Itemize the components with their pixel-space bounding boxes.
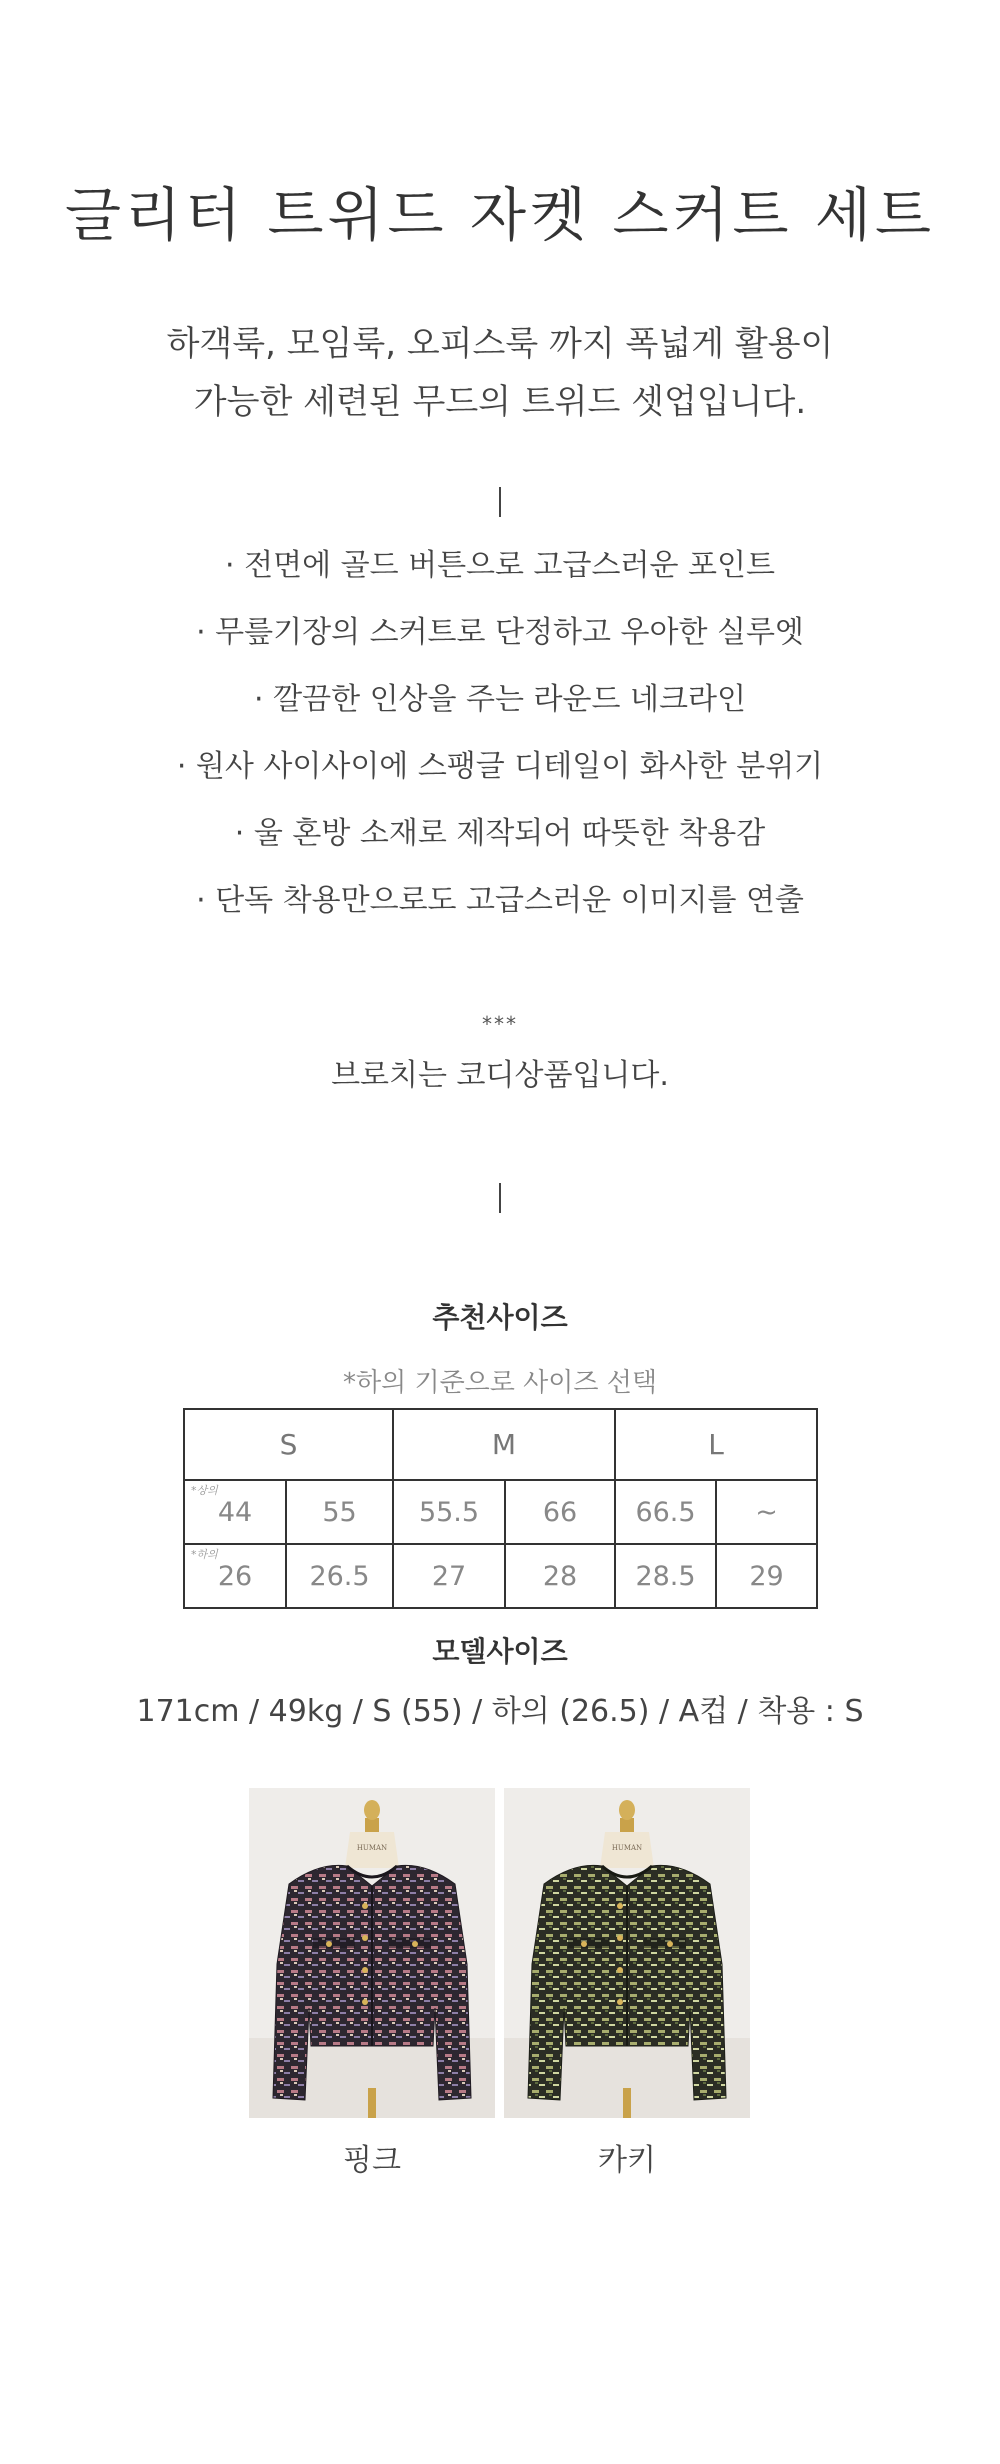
size-table xyxy=(183,1408,818,1609)
size-header-m: M xyxy=(393,1409,615,1480)
stars-separator: *** xyxy=(482,1012,518,1036)
feature-point: · 전면에 골드 버튼으로 고급스러운 포인트 xyxy=(225,548,775,583)
bottom-tag: *하의 xyxy=(191,1548,218,1561)
product-photo-khaki xyxy=(504,1788,750,2118)
feature-points xyxy=(0,538,1000,940)
size-cell: 66.5 xyxy=(615,1480,716,1544)
size-header-row xyxy=(184,1409,817,1480)
size-header-l: L xyxy=(615,1409,817,1480)
size-cell xyxy=(184,1480,286,1544)
feature-point: · 깔끔한 인상을 주는 라운드 네크라인 xyxy=(254,682,746,717)
size-bottom-row xyxy=(184,1544,817,1608)
intro-line: 하객룩, 모임룩, 오피스룩 까지 폭넓게 활용이 xyxy=(166,324,834,364)
size-cell: 26.5 xyxy=(286,1544,393,1608)
size-top-row xyxy=(184,1480,817,1544)
product-photo-pink xyxy=(249,1788,495,2118)
size-note: *하의 기준으로 사이즈 선택 xyxy=(342,1368,658,1398)
model-size-title: 모델사이즈 xyxy=(432,1635,568,1668)
product-title: 글리터 트위드 자켓 스커트 세트 xyxy=(64,181,936,249)
size-cell: 55.5 xyxy=(393,1480,505,1544)
model-size-spec: 171cm / 49kg / S (55) / 하의 (26.5) / A컵 / 착용 : S xyxy=(136,1694,864,1729)
intro-line: 가능한 세련된 무드의 트위드 셋업입니다. xyxy=(193,382,807,422)
size-cell: 66 xyxy=(505,1480,615,1544)
feature-point: · 단독 착용만으로도 고급스러운 이미지를 연출 xyxy=(196,883,804,918)
mannequin-label: HUMAN xyxy=(611,1844,643,1852)
feature-point: · 원사 사이사이에 스팽글 디테일이 화사한 분위기 xyxy=(176,749,824,784)
mannequin-label: HUMAN xyxy=(356,1844,388,1852)
recommended-size-title: 추천사이즈 xyxy=(432,1301,568,1334)
size-header-s: S xyxy=(184,1409,393,1480)
size-cell: 55 xyxy=(286,1480,393,1544)
size-cell: 27 xyxy=(393,1544,505,1608)
divider-line xyxy=(499,487,501,517)
intro-text xyxy=(0,315,1000,431)
feature-point: · 울 혼방 소재로 제작되어 따뜻한 착용감 xyxy=(234,816,766,851)
brooch-note: 브로치는 코디상품입니다. xyxy=(331,1058,669,1093)
size-cell: 28 xyxy=(505,1544,615,1608)
color-label-pink: 핑크 xyxy=(343,2143,401,2178)
size-value: 44 xyxy=(217,1496,253,1528)
size-value: 26 xyxy=(217,1560,253,1592)
top-tag: *상의 xyxy=(191,1484,218,1497)
color-label-khaki: 카키 xyxy=(598,2143,656,2178)
size-cell: 28.5 xyxy=(615,1544,716,1608)
size-cell: 29 xyxy=(716,1544,817,1608)
feature-point: · 무릎기장의 스커트로 단정하고 우아한 실루엣 xyxy=(196,615,804,650)
divider-line xyxy=(499,1183,501,1213)
size-cell xyxy=(184,1544,286,1608)
size-cell: ~ xyxy=(716,1480,817,1544)
